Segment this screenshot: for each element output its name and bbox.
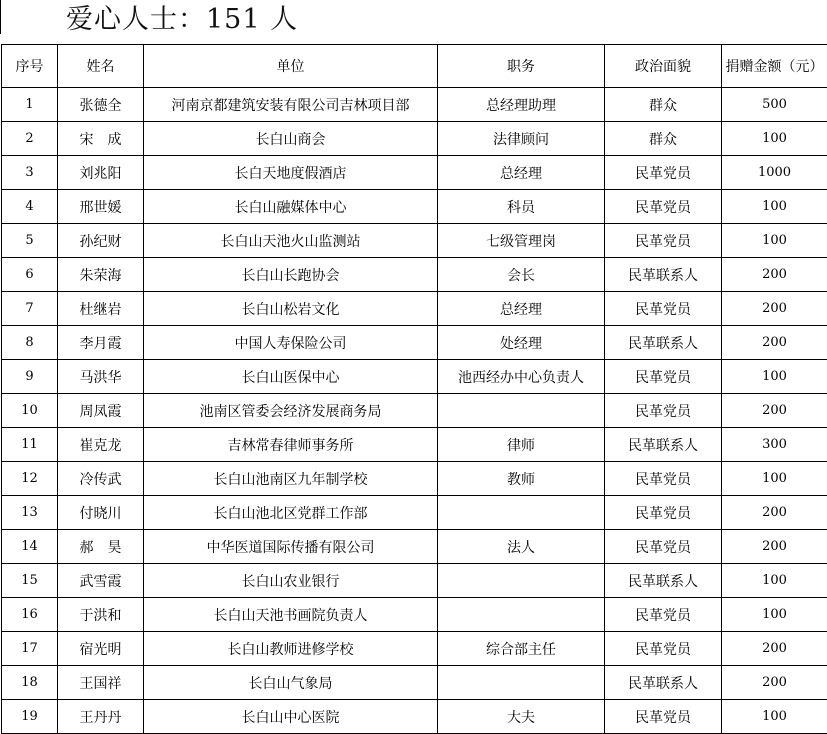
cell-political-status: 民革党员 xyxy=(605,394,722,428)
table-row xyxy=(2,564,827,598)
cell-index: 5 xyxy=(2,224,58,258)
cell-organization: 长白山融媒体中心 xyxy=(144,190,438,224)
cell-political-status: 民革党员 xyxy=(605,530,722,564)
cell-name: 张德全 xyxy=(58,88,144,122)
cell-index: 8 xyxy=(2,326,58,360)
cell-organization: 长白天地度假酒店 xyxy=(144,156,438,190)
cell-donation-amount: 100 xyxy=(722,360,827,394)
header-name: 姓名 xyxy=(58,45,144,88)
cell-political-status: 民革党员 xyxy=(605,156,722,190)
cell-index: 4 xyxy=(2,190,58,224)
donor-table xyxy=(1,44,827,734)
cell-donation-amount: 1000 xyxy=(722,156,827,190)
cell-donation-amount: 200 xyxy=(722,496,827,530)
table-row xyxy=(2,496,827,530)
cell-name: 宋 成 xyxy=(58,122,144,156)
cell-political-status: 民革党员 xyxy=(605,598,722,632)
table-row xyxy=(2,326,827,360)
cell-name: 郝 昊 xyxy=(58,530,144,564)
cell-organization: 长白山中心医院 xyxy=(144,700,438,734)
table-row xyxy=(2,88,827,122)
cell-index: 19 xyxy=(2,700,58,734)
cell-position: 法人 xyxy=(438,530,605,564)
table-row xyxy=(2,190,827,224)
cell-position: 处经理 xyxy=(438,326,605,360)
table-row xyxy=(2,700,827,734)
cell-political-status: 民革联系人 xyxy=(605,258,722,292)
table-row xyxy=(2,666,827,700)
cell-political-status: 民革联系人 xyxy=(605,326,722,360)
cell-donation-amount: 100 xyxy=(722,598,827,632)
table-header-row xyxy=(2,45,827,88)
table-row xyxy=(2,360,827,394)
cell-organization: 长白山池南区九年制学校 xyxy=(144,462,438,496)
cell-political-status: 民革联系人 xyxy=(605,428,722,462)
table-row xyxy=(2,156,827,190)
cell-index: 12 xyxy=(2,462,58,496)
cell-organization: 长白山商会 xyxy=(144,122,438,156)
cell-name: 于洪和 xyxy=(58,598,144,632)
cell-name: 王丹丹 xyxy=(58,700,144,734)
cell-organization: 吉林常春律师事务所 xyxy=(144,428,438,462)
cell-organization: 长白山长跑协会 xyxy=(144,258,438,292)
cell-name: 王国祥 xyxy=(58,666,144,700)
table-row xyxy=(2,122,827,156)
cell-position: 大夫 xyxy=(438,700,605,734)
cell-organization: 长白山气象局 xyxy=(144,666,438,700)
cell-name: 付晓川 xyxy=(58,496,144,530)
cell-name: 冷传武 xyxy=(58,462,144,496)
cell-position: 教师 xyxy=(438,462,605,496)
cell-donation-amount: 100 xyxy=(722,700,827,734)
cell-position: 总经理 xyxy=(438,292,605,326)
cell-donation-amount: 100 xyxy=(722,122,827,156)
cell-name: 朱荣海 xyxy=(58,258,144,292)
cell-organization: 长白山天池书画院负责人 xyxy=(144,598,438,632)
cell-donation-amount: 100 xyxy=(722,190,827,224)
cell-index: 3 xyxy=(2,156,58,190)
cell-political-status: 民革党员 xyxy=(605,190,722,224)
cell-index: 7 xyxy=(2,292,58,326)
cell-donation-amount: 500 xyxy=(722,88,827,122)
cell-name: 崔克龙 xyxy=(58,428,144,462)
header-organization: 单位 xyxy=(144,45,438,88)
cell-organization: 长白山农业银行 xyxy=(144,564,438,598)
cell-name: 孙纪财 xyxy=(58,224,144,258)
cell-organization: 中华医道国际传播有限公司 xyxy=(144,530,438,564)
cell-political-status: 群众 xyxy=(605,122,722,156)
cell-organization: 长白山池北区党群工作部 xyxy=(144,496,438,530)
cell-name: 杜继岩 xyxy=(58,292,144,326)
cell-political-status: 群众 xyxy=(605,88,722,122)
cell-name: 周凤霞 xyxy=(58,394,144,428)
cell-donation-amount: 200 xyxy=(722,530,827,564)
cell-index: 13 xyxy=(2,496,58,530)
table-row xyxy=(2,258,827,292)
cell-organization: 池南区管委会经济发展商务局 xyxy=(144,394,438,428)
cell-position xyxy=(438,496,605,530)
cell-political-status: 民革党员 xyxy=(605,462,722,496)
cell-donation-amount: 200 xyxy=(722,666,827,700)
cell-political-status: 民革党员 xyxy=(605,496,722,530)
cell-position xyxy=(438,666,605,700)
cell-name: 邢世媛 xyxy=(58,190,144,224)
cell-donation-amount: 100 xyxy=(722,462,827,496)
table-row xyxy=(2,292,827,326)
cell-donation-amount: 200 xyxy=(722,326,827,360)
header-index: 序号 xyxy=(2,45,58,88)
cell-organization: 长白山天池火山监测站 xyxy=(144,224,438,258)
cell-position xyxy=(438,564,605,598)
table-row xyxy=(2,530,827,564)
cell-position xyxy=(438,598,605,632)
cell-political-status: 民革党员 xyxy=(605,292,722,326)
cell-organization: 长白山教师进修学校 xyxy=(144,632,438,666)
cell-index: 15 xyxy=(2,564,58,598)
table-row xyxy=(2,428,827,462)
cell-index: 18 xyxy=(2,666,58,700)
header-political-status: 政治面貌 xyxy=(605,45,722,88)
cell-index: 14 xyxy=(2,530,58,564)
cell-position: 七级管理岗 xyxy=(438,224,605,258)
cell-position: 池西经办中心负责人 xyxy=(438,360,605,394)
cell-position: 综合部主任 xyxy=(438,632,605,666)
cell-index: 10 xyxy=(2,394,58,428)
cell-position: 法律顾问 xyxy=(438,122,605,156)
cell-donation-amount: 200 xyxy=(722,394,827,428)
cell-name: 宿光明 xyxy=(58,632,144,666)
cell-index: 16 xyxy=(2,598,58,632)
cell-political-status: 民革党员 xyxy=(605,700,722,734)
cell-donation-amount: 100 xyxy=(722,564,827,598)
cell-name: 刘兆阳 xyxy=(58,156,144,190)
cell-donation-amount: 200 xyxy=(722,632,827,666)
cell-donation-amount: 300 xyxy=(722,428,827,462)
cell-position: 科员 xyxy=(438,190,605,224)
cell-position: 总经理助理 xyxy=(438,88,605,122)
cell-name: 马洪华 xyxy=(58,360,144,394)
cell-position xyxy=(438,394,605,428)
cell-organization: 长白山松岩文化 xyxy=(144,292,438,326)
table-row xyxy=(2,598,827,632)
cell-position: 总经理 xyxy=(438,156,605,190)
header-position: 职务 xyxy=(438,45,605,88)
cell-index: 17 xyxy=(2,632,58,666)
table-row xyxy=(2,462,827,496)
cell-position: 会长 xyxy=(438,258,605,292)
cell-donation-amount: 200 xyxy=(722,258,827,292)
left-border-line xyxy=(0,0,1,34)
cell-political-status: 民革党员 xyxy=(605,360,722,394)
cell-index: 6 xyxy=(2,258,58,292)
cell-donation-amount: 100 xyxy=(722,224,827,258)
cell-organization: 长白山医保中心 xyxy=(144,360,438,394)
table-row xyxy=(2,632,827,666)
cell-political-status: 民革联系人 xyxy=(605,666,722,700)
table-row xyxy=(2,224,827,258)
table-row xyxy=(2,394,827,428)
page-title: 爱心人士：151 人 xyxy=(66,0,298,40)
cell-name: 武雪霞 xyxy=(58,564,144,598)
cell-donation-amount: 200 xyxy=(722,292,827,326)
cell-index: 9 xyxy=(2,360,58,394)
cell-political-status: 民革联系人 xyxy=(605,564,722,598)
cell-index: 11 xyxy=(2,428,58,462)
cell-organization: 河南京都建筑安装有限公司吉林项目部 xyxy=(144,88,438,122)
cell-political-status: 民革党员 xyxy=(605,632,722,666)
cell-organization: 中国人寿保险公司 xyxy=(144,326,438,360)
cell-name: 李月霞 xyxy=(58,326,144,360)
header-donation-amount: 捐赠金额（元） xyxy=(722,45,827,88)
cell-index: 1 xyxy=(2,88,58,122)
cell-index: 2 xyxy=(2,122,58,156)
cell-political-status: 民革党员 xyxy=(605,224,722,258)
cell-position: 律师 xyxy=(438,428,605,462)
